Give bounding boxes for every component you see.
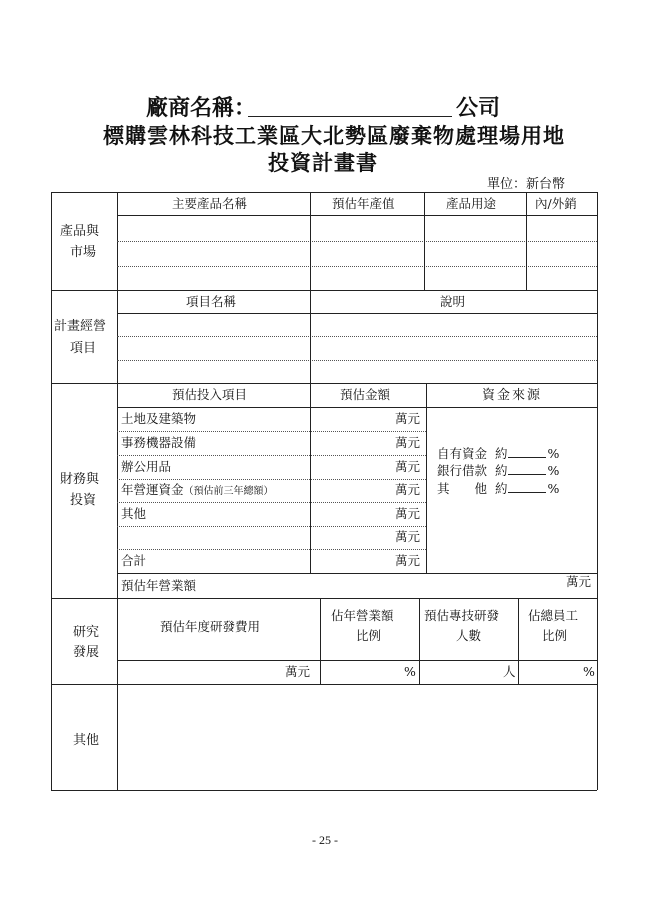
finance-unit: 萬元 bbox=[395, 529, 421, 544]
col-staff-ratio: 佔總員工 bbox=[528, 608, 579, 623]
pct-blank[interactable] bbox=[508, 463, 546, 475]
pct-blank[interactable] bbox=[508, 481, 546, 493]
section-label-finance: 財務與 bbox=[60, 472, 100, 487]
company-suffix: 公司 bbox=[456, 95, 501, 121]
company-name-blank[interactable] bbox=[248, 116, 452, 117]
finance-unit: 萬元 bbox=[395, 459, 421, 474]
section-label-project-plan-2: 項目 bbox=[70, 341, 97, 356]
col-funding-source: 資金來源 bbox=[482, 388, 543, 403]
col-rnd-staff-2: 人數 bbox=[456, 628, 482, 643]
finance-item-working-capital: 年營運資金（預估前三年總額） bbox=[121, 482, 274, 497]
col-description: 說明 bbox=[440, 294, 466, 309]
working-capital-note: （預估前三年總額） bbox=[183, 486, 274, 497]
finance-unit: 萬元 bbox=[395, 435, 421, 450]
funding-own-capital: 自有資金 約 % bbox=[437, 446, 560, 461]
section-label-product-market: 產品與 bbox=[60, 224, 100, 239]
rnd-unit-amount: 萬元 bbox=[285, 664, 311, 679]
rnd-unit-percent: % bbox=[404, 664, 416, 679]
finance-item-land: 土地及建築物 bbox=[121, 411, 197, 426]
section-label-product-market-2: 市場 bbox=[70, 245, 97, 260]
col-main-product-name: 主要產品名稱 bbox=[172, 196, 248, 211]
finance-item-office-equipment: 事務機器設備 bbox=[121, 435, 197, 450]
currency-unit: 單位：新台幣 bbox=[487, 177, 566, 192]
col-est-rnd-cost: 預估年度研發費用 bbox=[160, 619, 261, 634]
finance-unit: 萬元 bbox=[395, 506, 421, 521]
document-subtitle: 投資計畫書 bbox=[268, 150, 378, 175]
page-number: - 25 - bbox=[312, 833, 338, 847]
col-est-amount: 預估金額 bbox=[340, 387, 391, 402]
finance-unit: 萬元 bbox=[395, 482, 421, 497]
col-est-input-item: 預估投入項目 bbox=[172, 387, 248, 402]
amount-entry-column[interactable] bbox=[311, 408, 393, 573]
col-est-annual-output: 預估年產值 bbox=[332, 196, 395, 211]
finance-unit: 萬元 bbox=[395, 553, 421, 568]
section-label-finance-2: 投資 bbox=[70, 493, 97, 508]
rnd-unit-persons: 人 bbox=[503, 664, 516, 679]
annual-revenue-label: 預估年營業額 bbox=[121, 578, 197, 593]
col-item-name: 項目名稱 bbox=[186, 294, 237, 309]
project-entry-area[interactable] bbox=[118, 314, 596, 383]
section-label-other: 其他 bbox=[73, 733, 100, 748]
col-rnd-staff: 預估專技研發 bbox=[424, 608, 500, 623]
annual-revenue-input[interactable] bbox=[200, 574, 560, 598]
finance-item-total: 合計 bbox=[121, 553, 147, 568]
col-revenue-ratio: 佔年營業額 bbox=[331, 608, 394, 623]
pct-blank[interactable] bbox=[508, 446, 546, 458]
other-notes-area[interactable] bbox=[118, 685, 596, 789]
product-entry-area[interactable] bbox=[118, 216, 310, 290]
funding-bank-loan: 銀行借款 約 % bbox=[437, 463, 560, 478]
col-revenue-ratio-2: 比例 bbox=[356, 628, 382, 643]
rnd-unit-staff-percent: % bbox=[583, 664, 595, 679]
col-domestic-export: 內/外銷 bbox=[535, 196, 577, 211]
col-product-use: 產品用途 bbox=[446, 196, 497, 211]
rnd-cost-input[interactable] bbox=[118, 661, 283, 684]
funding-other: 其 他 約 % bbox=[437, 481, 560, 496]
section-label-rnd-2: 發展 bbox=[73, 645, 100, 660]
company-name-label: 廠商名稱： bbox=[146, 95, 257, 121]
section-label-project-plan: 計畫經營 bbox=[54, 319, 107, 334]
finance-item-other: 其他 bbox=[121, 506, 147, 521]
annual-revenue-unit: 萬元 bbox=[566, 574, 592, 589]
section-label-rnd: 研究 bbox=[73, 625, 100, 640]
finance-unit: 萬元 bbox=[395, 411, 421, 426]
document-title: 標購雲林科技工業區大北勢區廢棄物處理場用地 bbox=[103, 123, 565, 148]
finance-item-office-supplies: 辦公用品 bbox=[121, 459, 172, 474]
col-staff-ratio-2: 比例 bbox=[542, 628, 568, 643]
